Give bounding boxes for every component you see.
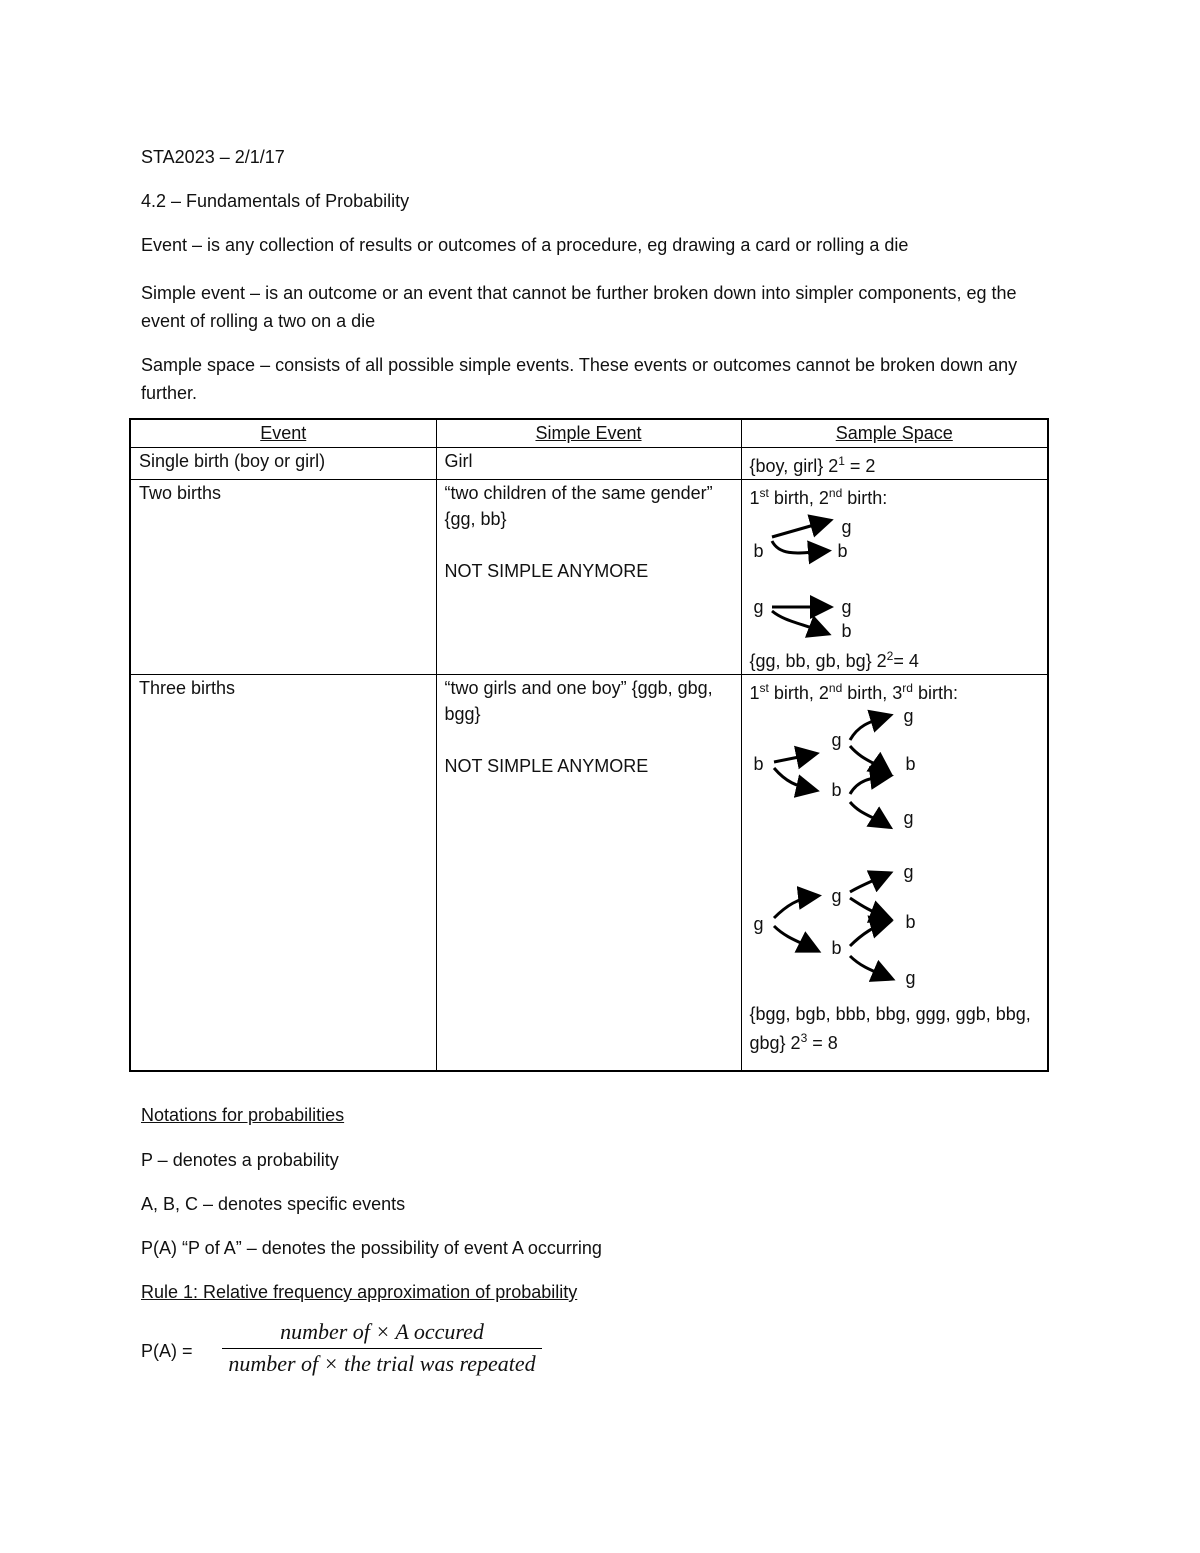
- row1-event: Single birth (boy or girl): [130, 448, 436, 480]
- tree-node: b: [905, 912, 916, 932]
- tree-node: g: [903, 706, 914, 726]
- table-row: [130, 480, 1048, 675]
- table-row: [130, 675, 1048, 1071]
- row3-event: Three births: [130, 675, 436, 1071]
- probability-table: [129, 418, 1049, 1072]
- row2-space-result: {gg, bb, gb, bg} $2^2= 4$: [749, 649, 919, 671]
- table-row: [130, 448, 1048, 480]
- arrow: [772, 611, 826, 633]
- tree-node: b: [905, 754, 916, 774]
- arrow: [850, 746, 888, 772]
- row1-space-text: {boy, girl} 2: [749, 456, 839, 476]
- arrow: [850, 776, 888, 794]
- arrow: [774, 926, 816, 950]
- row2-event: Two births: [130, 480, 436, 675]
- arrow: [774, 754, 814, 762]
- fraction-bar: [222, 1348, 542, 1349]
- row1-sample-space: [741, 448, 1048, 480]
- notation-p: P – denotes a probability: [141, 1150, 339, 1170]
- tree-node: b: [841, 621, 852, 641]
- row2-sample-space: [741, 480, 1048, 675]
- definition-event: Event – is any collection of results or outcomes of a procedure, eg drawing a card or rolling a die: [141, 235, 909, 255]
- row1-space-exponent: 1: [838, 454, 845, 468]
- row2-simple-cell: [436, 480, 741, 675]
- arrow: [850, 874, 888, 892]
- tree-node: g: [831, 886, 842, 906]
- arrow: [850, 898, 888, 918]
- row3-simple-cell: [436, 675, 741, 1071]
- tree-node: g: [841, 517, 852, 537]
- tree-node: g: [903, 862, 914, 882]
- rule1-lhs: P(A) =: [141, 1341, 193, 1361]
- tree-node: b: [837, 541, 848, 561]
- section-title: 4.2 – Fundamentals of Probability: [141, 191, 410, 211]
- document-header: STA2023 – 2/1/17: [141, 147, 285, 167]
- arrow: [850, 922, 888, 946]
- tree-node: g: [753, 914, 764, 934]
- arrow: [774, 768, 814, 790]
- tree-node: g: [831, 730, 842, 750]
- fraction-denominator: number of × the trial was repeated: [228, 1351, 536, 1376]
- tree-node: b: [753, 541, 764, 561]
- tree-node: b: [831, 938, 842, 958]
- row2-space-heading: 1st birth, 2nd birth:: [749, 486, 888, 508]
- table-header: Event: [130, 419, 436, 448]
- table-header: Sample Space: [741, 419, 1048, 448]
- tree-node: b: [753, 754, 764, 774]
- notation-pa: P(A) “P of A” – denotes the possibility of event A occurring: [141, 1238, 602, 1258]
- definition-sample-space: Sample space – consists of all possible simple events. These events or outcomes cannot be broken down any further.: [141, 355, 1018, 403]
- tree-node: g: [753, 597, 764, 617]
- table-header-row: [130, 419, 1048, 448]
- tree-node: g: [905, 968, 916, 988]
- tree-node: g: [903, 808, 914, 828]
- tree-node: b: [831, 780, 842, 800]
- row1-simple-event: Girl: [436, 448, 741, 480]
- row3-space-heading: 1st birth, 2nd birth, 3rd birth:: [749, 681, 958, 703]
- notations-title: Notations for probabilities: [141, 1105, 345, 1125]
- row1-space-result: = 2: [844, 456, 876, 476]
- two-birth-tree-diagram: [750, 511, 1040, 643]
- row2-note: NOT SIMPLE ANYMORE: [444, 561, 649, 581]
- three-birth-tree-diagram: [750, 706, 1040, 1002]
- row2-simple-event: “two children of the same gender” {gg, bb}: [444, 483, 713, 529]
- row3-space-result: {bgg, bgb, bbb, bbg, ggg, ggb, bbg, gbg} $2^3 = 8$: [749, 1004, 1031, 1053]
- table-header: Simple Event: [436, 419, 741, 448]
- arrow: [772, 521, 828, 537]
- tree-node: g: [841, 597, 852, 617]
- notation-abc: A, B, C – denotes specific events: [141, 1194, 406, 1214]
- fraction-numerator: number of × A occured: [280, 1319, 484, 1344]
- row3-simple-event: “two girls and one boy” {ggb, gbg, bgg}: [444, 678, 713, 724]
- rule1-fraction: [222, 1318, 542, 1378]
- arrow: [850, 956, 890, 978]
- rule1-title: Rule 1: Relative frequency approximation of probability: [141, 1282, 578, 1302]
- row3-sample-space: [741, 675, 1048, 1071]
- row3-note: NOT SIMPLE ANYMORE: [444, 756, 649, 776]
- arrow: [774, 896, 816, 918]
- arrow: [850, 802, 888, 826]
- arrow: [850, 716, 888, 740]
- definition-simple-event: Simple event – is an outcome or an event that cannot be further broken down into simpler components, eg the event of rolling a two on a die: [141, 283, 1017, 331]
- tree-arrows: [750, 706, 950, 1002]
- arrow: [772, 541, 826, 553]
